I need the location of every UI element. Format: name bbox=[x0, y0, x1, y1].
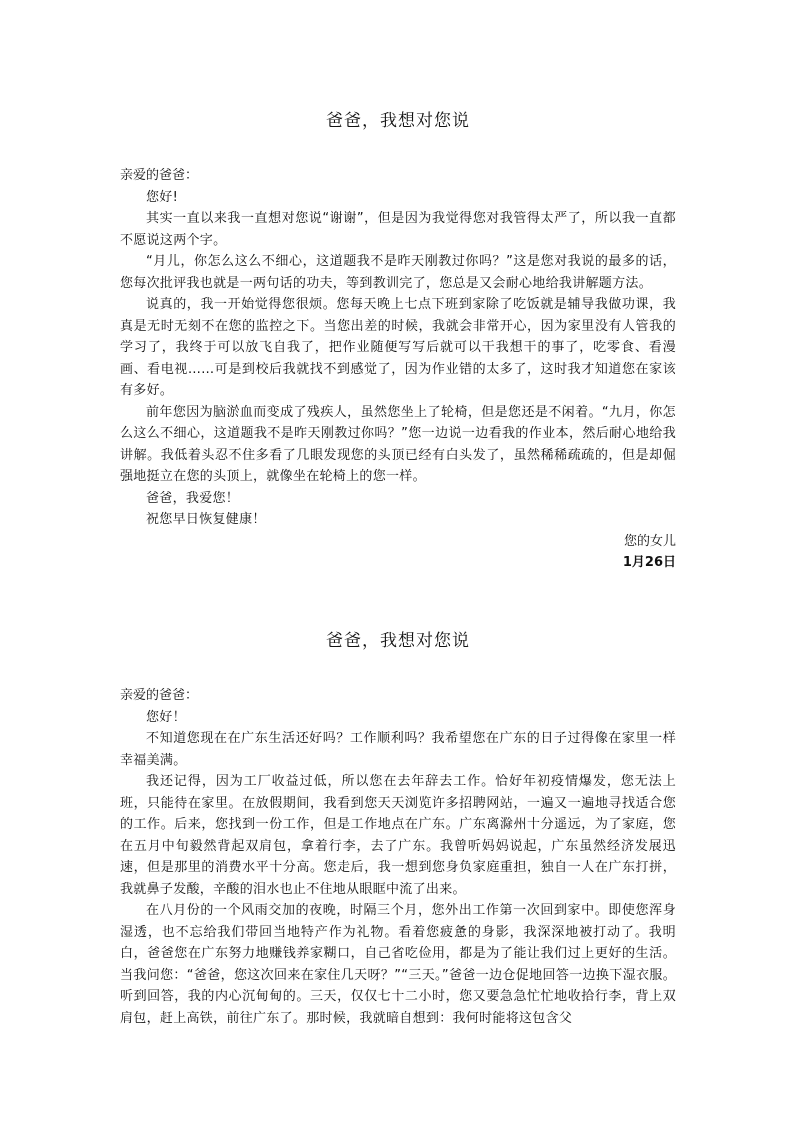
letter-title: 爸爸，我想对您说 bbox=[326, 631, 470, 651]
paragraph: 我还记得，因为工厂收益过低，所以您在去年辞去工作。恰好年初疫情爆发，您无法上班，只能待在家里。在放假期间，我看到您天天浏览许多招聘网站，一遍又一遍地寻找适合您的工作。后来，您找到一份工作，但是工作地点在广东。广东离滁州十分遥远，为了家庭，您在五月中旬毅然背起双肩包，拿着行李，去了广东。我曾听妈妈说起，广东虽然经济发展迅速，但是那里的消费水平十分高。您走后，我一想到您身负家庭重担，独自一人在广东打拼，我就鼻子发酸，辛酸的泪水也止不住地从眼眶中流了出来。 bbox=[120, 774, 676, 897]
letter-2 bbox=[120, 626, 676, 1029]
salutation: 亲爱的爸爸： bbox=[120, 688, 199, 703]
letter-1 bbox=[120, 106, 676, 574]
paragraph: 在八月份的一个风雨交加的夜晚，时隔三个月，您外出工作第一次回到家中。即使您浑身湿透，也不忘给我们带回当地特产作为礼物。看着您疲惫的身影，我深深地被打动了。我明白，爸爸您在广东努力地赚钱养家糊口，自己省吃俭用，都是为了能让我们过上更好的生活。当我问您：“爸爸，您这次回来在家住几天呀？”“三天。”爸爸一边仓促地回答一边换下湿衣服。听到回答，我的内心沉甸甸的。三天，仅仅七十二小时，您又要急急忙忙地收拾行李，背上双肩包，赶上高铁，前往广东了。那时候，我就暗自想到：我何时能将这包含父 bbox=[120, 903, 676, 1026]
paragraph: 您好！ bbox=[146, 709, 186, 725]
letter-title: 爸爸，我想对您说 bbox=[326, 111, 470, 131]
salutation: 亲爱的爸爸： bbox=[120, 168, 199, 183]
paragraph: “月儿，你怎么这么不细心，这道题我不是昨天刚教过你吗？”这是您对我说的最多的话，您每次批评我也就是一两句话的功夫，等到教训完了，您总是又会耐心地给我讲解题方法。 bbox=[120, 254, 676, 291]
paragraph: 您好! bbox=[146, 189, 179, 205]
paragraph: 其实一直以来我一直想对您说“谢谢”，但是因为我觉得您对我管得太严了，所以我一直都不愿说这两个字。 bbox=[120, 211, 676, 248]
date: 1月26日 bbox=[622, 555, 676, 570]
paragraph: 前年您因为脑淤血而变成了残疾人，虽然您坐上了轮椅，但是您还是不闲着。“九月，你怎么这么不细心，这道题我不是昨天刚教过你吗？”您一边说一边看我的作业本，然后耐心地给我讲解。我低着头忍不住多看了几眼发现您的头顶已经有白头发了，虽然稀稀疏疏的，但是却倔强地挺立在您的头顶上，就像坐在轮椅上的您一样。 bbox=[120, 404, 676, 484]
signature: 您的女儿 bbox=[623, 533, 676, 549]
paragraph: 不知道您现在在广东生活还好吗？工作顺利吗？我希望您在广东的日子过得像在家里一样幸福美满。 bbox=[120, 731, 676, 768]
paragraph: 祝您早日恢复健康！ bbox=[146, 512, 266, 527]
paragraph: 说真的，我一开始觉得您很烦。您每天晚上七点下班到家除了吃饭就是辅导我做功课，我真是无时无刻不在您的监控之下。当您出差的时候，我就会非常开心，因为家里没有人管我的学习了，我终于可以放飞自我了，把作业随便写写后就可以干我想干的事了，吃零食、看漫画、看电视……可是到校后我就找不到感觉了，因为作业错的太多了，这时我才知道您在家该有多好。 bbox=[120, 297, 676, 398]
paragraph: 爸爸，我爱您！ bbox=[146, 490, 240, 506]
